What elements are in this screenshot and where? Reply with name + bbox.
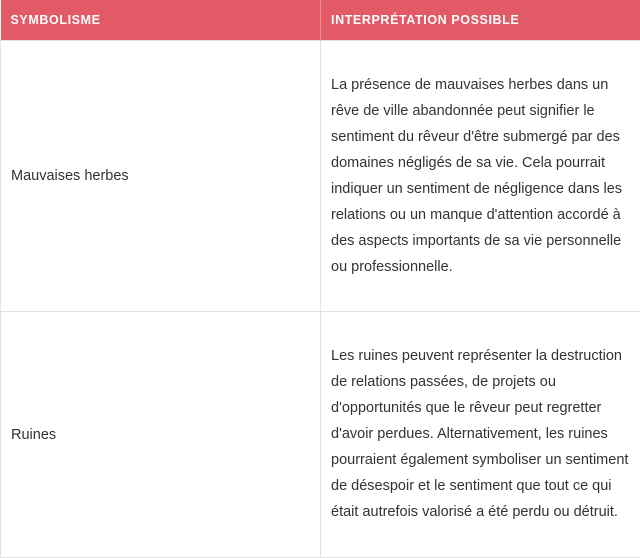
header-symbolism: SYMBOLISME: [1, 0, 321, 41]
table-body: [1, 41, 640, 558]
interpretation-cell: La présence de mauvaises herbes dans un rêve de ville abandonnée peut signifier le sentiment du rêveur d'être submergé par des domaines négligés de sa vie. Cela pourrait indiquer un sentiment de négligence dans les relations ou un manque d'attention accordé à des aspects importants de sa vie personnelle ou professionnelle.: [321, 41, 640, 312]
header-interpretation: INTERPRÉTATION POSSIBLE: [321, 0, 640, 41]
table-row: [1, 41, 640, 312]
header-row: [1, 0, 640, 41]
interpretation-cell: Les ruines peuvent représenter la destruction de relations passées, de projets ou d'opportunités que le rêveur peut regretter d'avoir perdues. Alternativement, les ruines pourraient également symboliser un sentiment de désespoir et le sentiment que tout ce qui était autrefois valorisé a été perdu ou détruit.: [321, 312, 640, 558]
symbol-cell: Mauvaises herbes: [1, 41, 321, 312]
symbol-cell: Ruines: [1, 312, 321, 558]
table-row: [1, 312, 640, 558]
table-header: [1, 0, 640, 41]
